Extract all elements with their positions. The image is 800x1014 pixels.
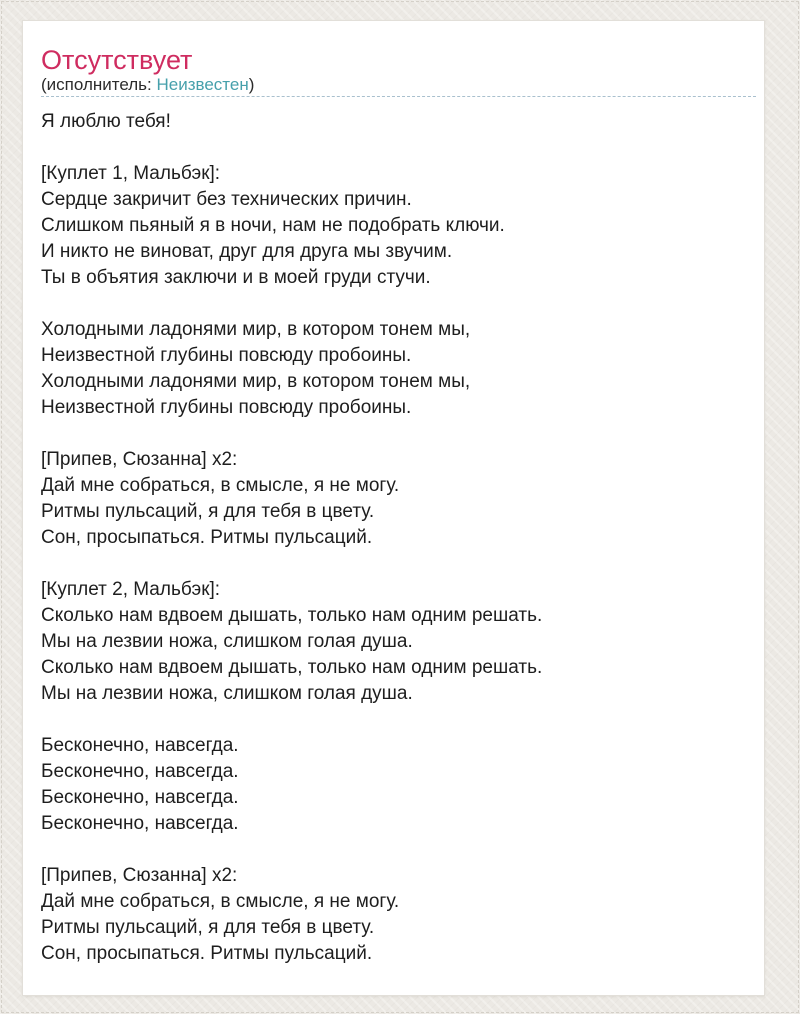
- lyrics-stanza: [41, 733, 756, 837]
- lyrics-line: Слишком пьяный я в ночи, нам не подобрать ключи.: [41, 215, 505, 236]
- lyrics-line: Бесконечно, навсегда.: [41, 813, 239, 834]
- lyrics-line: Дай мне собраться, в смысле, я не могу.: [41, 891, 400, 912]
- lyrics-line: Бесконечно, навсегда.: [41, 787, 239, 808]
- lyrics-line: Ты в объятия заключи и в моей груди стучи.: [41, 267, 431, 288]
- lyrics-line: Неизвестной глубины повсюду пробоины.: [41, 397, 412, 418]
- lyrics-line: Ритмы пульсаций, я для тебя в цвету.: [41, 917, 375, 938]
- lyrics-line: Холодными ладонями мир, в котором тонем мы,: [41, 319, 471, 340]
- lyrics-line: Неизвестной глубины повсюду пробоины.: [41, 345, 412, 366]
- lyrics-stanza: [41, 447, 756, 551]
- lyrics-line: И никто не виноват, друг для друга мы звучим.: [41, 241, 453, 262]
- lyrics-line: Дай мне собраться, в смысле, я не могу.: [41, 475, 400, 496]
- lyrics-line: Сон, просыпаться. Ритмы пульсаций.: [41, 943, 373, 964]
- lyrics-stanza: [41, 317, 756, 421]
- lyrics-line: [Куплет 1, Мальбэк]:: [41, 163, 221, 184]
- lyrics-stanza: [41, 863, 756, 967]
- lyrics-line: Бесконечно, навсегда.: [41, 761, 239, 782]
- lyrics-line: Сколько нам вдвоем дышать, только нам одним решать.: [41, 605, 543, 626]
- artist-line: [41, 75, 756, 97]
- lyrics-line: Холодными ладонями мир, в котором тонем мы,: [41, 371, 471, 392]
- lyrics-line: [Куплет 2, Мальбэк]:: [41, 579, 221, 600]
- artist-label-suffix: ): [248, 75, 255, 94]
- lyrics-stanza: [41, 161, 756, 291]
- lyrics-line: Я люблю тебя!: [41, 111, 171, 132]
- lyrics-line: [Припев, Сюзанна] x2:: [41, 449, 238, 470]
- lyrics-line: Мы на лезвии ножа, слишком голая душа.: [41, 683, 413, 704]
- song-title: Отсутствует: [41, 45, 193, 75]
- lyrics-stanza: [41, 577, 756, 707]
- lyrics-stanza: [41, 109, 756, 135]
- lyrics-line: [Припев, Сюзанна] x2:: [41, 865, 238, 886]
- artist-label-prefix: (исполнитель:: [41, 75, 157, 94]
- lyrics-line: Сколько нам вдвоем дышать, только нам одним решать.: [41, 657, 543, 678]
- lyrics: [41, 109, 756, 967]
- lyrics-line: Бесконечно, навсегда.: [41, 735, 239, 756]
- lyrics-line: Мы на лезвии ножа, слишком голая душа.: [41, 631, 413, 652]
- artist-link[interactable]: Неизвестен: [156, 75, 249, 94]
- lyrics-card: [22, 20, 765, 996]
- lyrics-line: Сон, просыпаться. Ритмы пульсаций.: [41, 527, 373, 548]
- lyrics-line: Сердце закричит без технических причин.: [41, 189, 412, 210]
- lyrics-line: Ритмы пульсаций, я для тебя в цвету.: [41, 501, 375, 522]
